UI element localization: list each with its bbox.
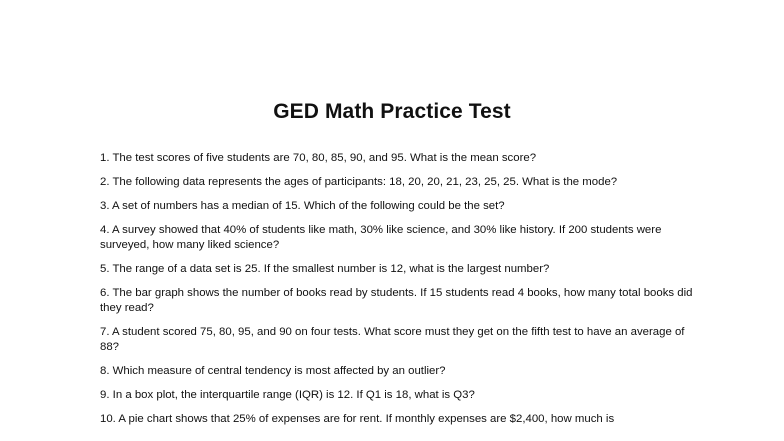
question-item-8: 8. Which measure of central tendency is most affected by an outlier? — [100, 365, 446, 377]
question-item-9: 9. In a box plot, the interquartile range (IQR) is 12. If Q1 is 18, what is Q3? — [100, 389, 475, 401]
question-item-6: 6. The bar graph shows the number of books read by students. If 15 students read 4 books, how many total books did they read? — [100, 287, 693, 314]
question-item-4: 4. A survey showed that 40% of students like math, 30% like science, and 30% like history. If 200 students were surveyed, how many liked science? — [100, 224, 662, 251]
question-item-10: 10. A pie chart shows that 25% of expenses are for rent. If monthly expenses are $2,400, how much is — [100, 413, 615, 425]
question-item-5: 5. The range of a data set is 25. If the smallest number is 12, what is the largest number? — [100, 263, 550, 275]
question-item-2: 2. The following data represents the ages of participants: 18, 20, 20, 21, 23, 25, 25. What is the mode? — [100, 176, 618, 188]
question-item-1: 1. The test scores of five students are 70, 80, 85, 90, and 95. What is the mean score? — [100, 152, 537, 164]
question-item-3: 3. A set of numbers has a median of 15. Which of the following could be the set? — [100, 200, 505, 212]
question-list — [100, 151, 700, 436]
question-item-7: 7. A student scored 75, 80, 95, and 90 on four tests. What score must they get on the fifth test to have an average of 88? — [100, 326, 685, 353]
page-title: GED Math Practice Test — [273, 100, 511, 123]
